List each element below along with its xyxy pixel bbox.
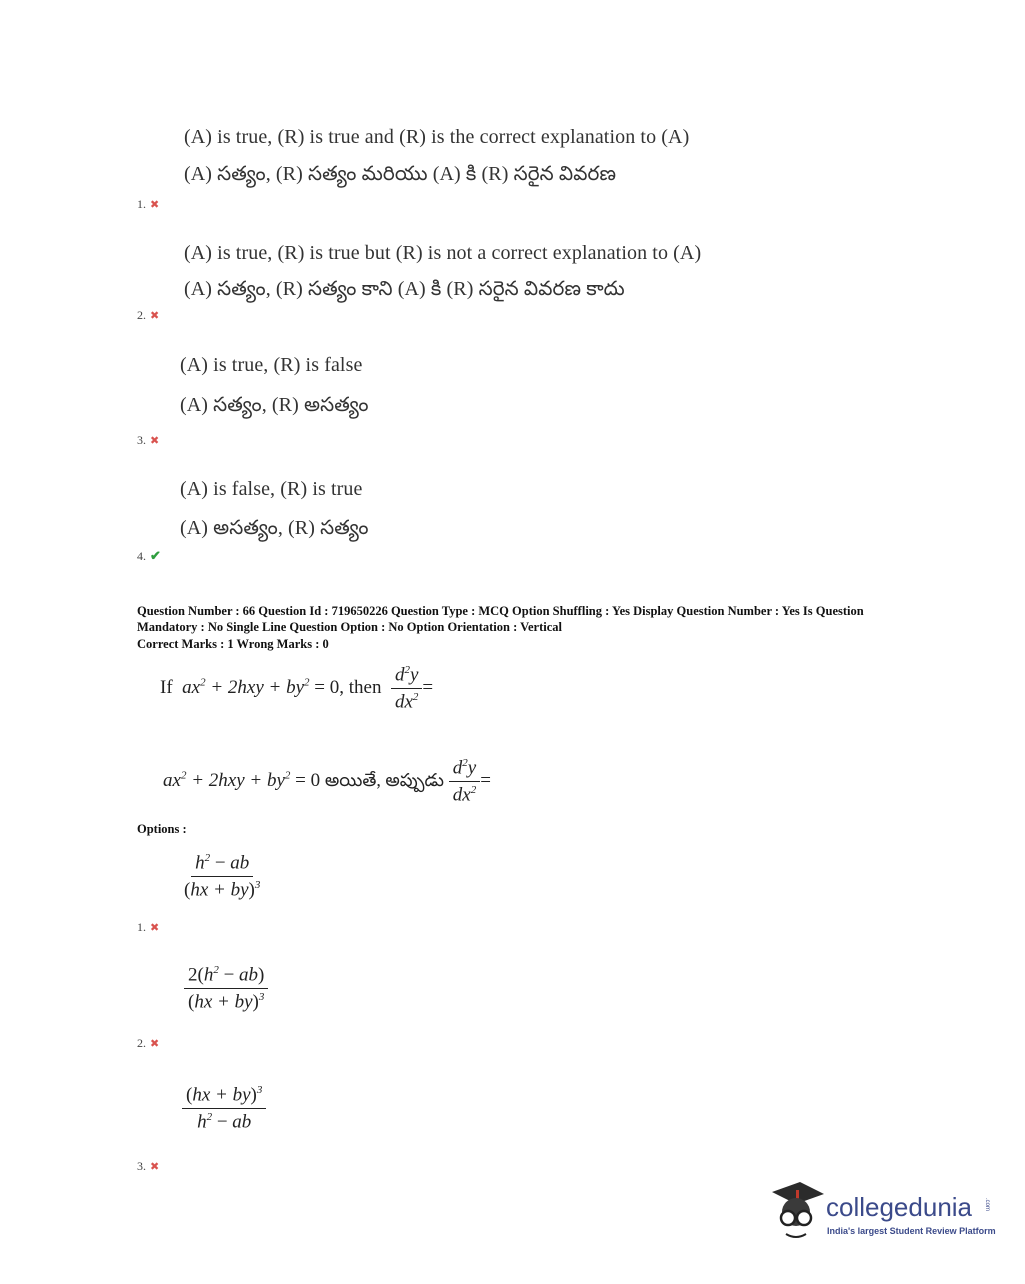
answer-option-2-marker bbox=[137, 1034, 159, 1052]
question-meta-line-1: Question Number : 66 Question Id : 719650226 Question Type : MCQ Option Shuffling : Yes Display Question Number : Yes Is Question bbox=[137, 604, 864, 618]
answer-option-3-marker bbox=[137, 1157, 159, 1175]
answer-option-1-formula: $\frac{h^2 - ab}{(hx + by)^3}$ bbox=[184, 852, 261, 901]
option-number: 3. bbox=[137, 433, 146, 447]
option-number: 3. bbox=[137, 1159, 146, 1173]
second-derivative-fraction-telugu: $\frac{d^2y}{dx^2}$ bbox=[449, 757, 480, 807]
options-label: Options : bbox=[137, 822, 187, 836]
option-2-english: (A) is true, (R) is true but (R) is not a correct explanation to (A) bbox=[184, 242, 702, 264]
question-meta bbox=[137, 603, 937, 652]
logo-name: collegedunia bbox=[826, 1192, 973, 1222]
wrong-mark-icon: ✖ bbox=[150, 435, 160, 447]
option-2-telugu: (A) సత్యం, (R) సత్యం కాని (A) కి (R) సరైన వివరణ కాదు bbox=[184, 278, 625, 300]
option-3-english: (A) is true, (R) is false bbox=[180, 354, 363, 376]
option-3-telugu: (A) సత్యం, (R) అసత్యం bbox=[180, 394, 369, 416]
answer-option-3-formula: $\frac{(hx + by)^3}{h^2 - ab}$ bbox=[182, 1084, 266, 1134]
option-1-english: (A) is true, (R) is true and (R) is the correct explanation to (A) bbox=[184, 126, 690, 148]
option-number: 1. bbox=[137, 197, 146, 211]
logo-tagline: India's largest Student Review Platform bbox=[827, 1226, 996, 1236]
answer-option-2-formula: $\frac{2(h^2 - ab)}{(hx + by)^3}$ bbox=[184, 964, 268, 1014]
wrong-mark-icon: ✖ bbox=[150, 199, 160, 211]
if-word: If bbox=[160, 677, 173, 699]
option-number: 2. bbox=[137, 308, 146, 322]
wrong-mark-icon: ✖ bbox=[150, 1161, 160, 1173]
correct-check-icon: ✔ bbox=[150, 548, 161, 563]
question-english bbox=[160, 664, 433, 714]
equation-lhs-telugu: $ax^2 + 2hxy + by^2 = 0$ bbox=[163, 769, 321, 792]
wrong-mark-icon: ✖ bbox=[150, 1038, 160, 1050]
question-meta-line-2: Mandatory : No Single Line Question Option : No Option Orientation : Vertical bbox=[137, 620, 563, 634]
logo-com: .com bbox=[984, 1198, 990, 1212]
option-4-marker bbox=[137, 547, 161, 565]
then-word: , then bbox=[339, 677, 382, 699]
option-4-english: (A) is false, (R) is true bbox=[180, 478, 363, 500]
option-3-marker bbox=[137, 431, 159, 449]
question-meta-line-3: Correct Marks : 1 Wrong Marks : 0 bbox=[137, 637, 329, 651]
option-2-marker bbox=[137, 306, 159, 324]
option-number: 2. bbox=[137, 1036, 146, 1050]
equals-sign-telugu: = bbox=[480, 770, 491, 792]
second-derivative-fraction: $\frac{d^2y}{dx^2}$ bbox=[391, 664, 422, 714]
option-1-telugu: (A) సత్యం, (R) సత్యం మరియు (A) కి (R) సరైన వివరణ bbox=[184, 163, 617, 185]
option-number: 1. bbox=[137, 920, 146, 934]
equation-lhs: $ax^2 + 2hxy + by^2 = 0$ bbox=[182, 676, 340, 699]
collegedunia-logo bbox=[766, 1176, 996, 1246]
wrong-mark-icon: ✖ bbox=[150, 922, 160, 934]
wrong-mark-icon: ✖ bbox=[150, 310, 160, 322]
option-number: 4. bbox=[137, 549, 146, 563]
answer-option-1-marker bbox=[137, 918, 159, 936]
telugu-suffix: అయితే, అప్పుడు bbox=[324, 770, 445, 791]
equals-sign: = bbox=[422, 677, 434, 699]
question-telugu bbox=[163, 757, 491, 807]
student-mascot-icon bbox=[766, 1176, 826, 1246]
option-4-telugu: (A) అసత్యం, (R) సత్యం bbox=[180, 517, 369, 539]
option-1-marker bbox=[137, 195, 159, 213]
